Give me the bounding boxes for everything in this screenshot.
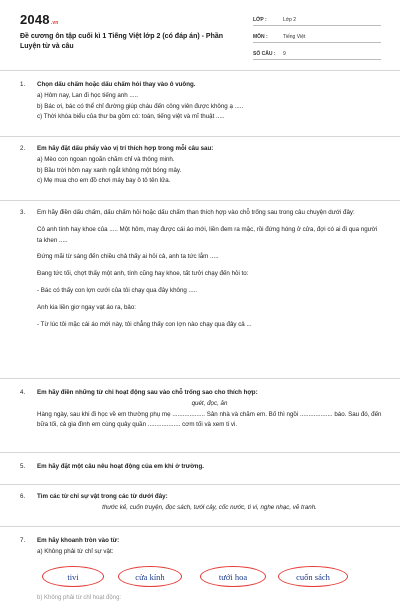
meta-row-count: SỐ CÂU : 9	[253, 48, 381, 60]
divider	[0, 452, 400, 453]
word-oval[interactable]: tưới hoa	[200, 566, 266, 587]
question-title: Chọn dấu chấm hoặc dấu chấm hỏi thay vào ô vuông.	[37, 81, 196, 88]
question-3: 3. Em hãy điền dấu chấm, dấu chấm hỏi hoặc dấu chấm than thích hợp vào chỗ trống sau trong câu chuyện dưới đây: Cô anh tính hay khoe của ..... Một hôm, may được cái áo mới, liền đem ra mặc, rồi đứng hóng ở cửa, đợi có ai đi qua người ta khen ..... Đứng mãi từ sáng đến chiều chả thấy ai hỏi cả, anh ta tức lắm ..... Đang tức tối, chợt thấy một anh, tính cũng hay khoe, tất tưởi chạy đến hỏi to: - Bác có thấy con lợn cưới của tôi chạy qua đây không ..... Anh kia liền giơ ngay vạt áo ra, bảo: - Từ lúc tôi mặc cái áo mới này, tôi chẳng thấy con lợn nào chạy qua đây cả ...	[20, 208, 382, 330]
story-paragraph: Đang tức tối, chợt thấy một anh, tính cũng hay khoe, tất tưởi chạy đến hỏi to:	[37, 270, 249, 278]
question-title: Tìm các từ chỉ sự vật trong các từ dưới đây:	[37, 493, 168, 500]
meta-table	[253, 14, 381, 65]
question-title: Em hãy khoanh tròn vào từ:	[37, 537, 120, 544]
question-7: 7. Em hãy khoanh tròn vào từ: a) Không phải từ chỉ sự vật:	[20, 536, 382, 558]
document-title: Đề cương ôn tập cuối kì 1 Tiếng Việt lớp 2 (có đáp án) - Phần Luyện từ và câu	[20, 33, 224, 50]
divider	[0, 200, 400, 201]
question-6: 6. Tìm các từ chỉ sự vật trong các từ dưới đây: thước kẻ, cuốn truyện, đọc sách, tưới cây, cốc nước, ti vi, nghe nhạc, vẽ tranh.	[20, 492, 382, 514]
question-title: Em hãy đặt một câu nêu hoạt động của em khi ở trường.	[37, 463, 204, 470]
story-paragraph: - Từ lúc tôi mặc cái áo mới này, tôi chẳng thấy con lợn nào chạy qua đây cả ...	[37, 320, 252, 328]
answer-line: a) Hôm nay, Lan đi học tiếng anh .....	[37, 91, 139, 99]
word-bank: quét, đọc, ăn	[191, 399, 228, 407]
answer-line: a) Mèo con ngoan ngoãn chăm chỉ và thông minh.	[37, 155, 175, 163]
question-title: Em hãy đặt dấu phẩy vào vị trí thích hợp trong mỗi câu sau:	[37, 145, 214, 152]
divider	[0, 378, 400, 379]
question-1: 1. Chọn dấu chấm hoặc dấu chấm hỏi thay vào ô vuông. a) Hôm nay, Lan đi học tiếng anh ..... b) Bác ơi, bác có thể chỉ đường giúp cháu đến công viên được không ạ ..... c) Thời khóa biểu của thư ba gồm có: toán, tiếng việt và mĩ thuật .....	[20, 80, 382, 123]
document-header	[20, 10, 382, 70]
answer-line: b) Bầu trời hôm nay xanh ngắt không một bóng mây.	[37, 166, 182, 174]
question-title: Em hãy điền dấu chấm, dấu chấm hỏi hoặc dấu chấm than thích hợp vào chỗ trống sau trong câu chuyện dưới đây:	[37, 209, 355, 216]
story-paragraph: Đứng mãi từ sáng đến chiều chả thấy ai hỏi cả, anh ta tức lắm .....	[37, 253, 219, 261]
divider	[0, 484, 400, 485]
question-2: 2. Em hãy đặt dấu phẩy vào vị trí thích hợp trong mỗi câu sau: a) Mèo con ngoan ngoãn chăm chỉ và thông minh. b) Bầu trời hôm nay xanh ngắt không một bóng mây. c) Mẹ mua cho em đồ chơi máy bay ô tô tên lửa.	[20, 144, 382, 187]
word-oval[interactable]: cuốn sách	[278, 566, 348, 587]
fill-in-paragraph: Hàng ngày, sau khi đi học về em thường phụ mẹ ................... Sân nhà và chăm em. Bố thì ngồi ................... báo. Sau đó, đến bữa tối, cả gia đình em cùng quây quần ................... cơm tối và xem ti vi.	[37, 410, 382, 429]
story-paragraph: Cô anh tính hay khoe của ..... Một hôm, may được cái áo mới, liền đem ra mặc, rồi đứng hóng ở cửa, đợi có ai đi qua người ta khen .....	[37, 225, 378, 244]
question-4: 4. Em hãy điền những từ chỉ hoạt động sau vào chỗ trống sao cho thích hợp: quét, đọc, ăn Hàng ngày, sau khi đi học về em thường phụ mẹ ................... Sân nhà và chăm em. Bố thì ngồi ................... báo. Sau đó, đến bữa tối, cả gia đình em cùng quây quần ................... cơm tối và xem ti vi.	[20, 388, 382, 431]
site-logo[interactable]: 2048.vn	[20, 12, 59, 27]
meta-row-class: LỚP : Lớp 2	[253, 14, 381, 26]
divider	[0, 526, 400, 527]
word-oval[interactable]: cửa kính	[118, 566, 182, 587]
answer-line: b) Bác ơi, bác có thể chỉ đường giúp cháu đến công viên được không ạ .....	[37, 102, 244, 110]
story-paragraph: - Bác có thấy con lợn cưới của tôi chạy qua đây không .....	[37, 286, 198, 294]
word-choices	[38, 566, 368, 592]
sub-question-cut: b) Không phải từ chỉ hoạt động:	[37, 595, 122, 601]
word-bank: thước kẻ, cuốn truyện, đọc sách, tưới cây, cốc nước, ti vi, nghe nhạc, vẽ tranh.	[102, 503, 317, 511]
answer-line: c) Mẹ mua cho em đồ chơi máy bay ô tô tên lửa.	[37, 177, 171, 185]
story-paragraph: Anh kia liền giơ ngay vạt áo ra, bảo:	[37, 303, 136, 311]
divider	[0, 70, 400, 71]
word-oval[interactable]: tivi	[42, 566, 104, 587]
answer-line: c) Thời khóa biểu của thư ba gồm có: toán, tiếng việt và mĩ thuật .....	[37, 113, 225, 121]
question-5: 5. Em hãy đặt một câu nêu hoạt động của em khi ở trường.	[20, 462, 382, 473]
divider	[0, 136, 400, 137]
sub-question: a) Không phải từ chỉ sự vật:	[37, 547, 114, 555]
question-title: Em hãy điền những từ chỉ hoạt động sau vào chỗ trống sao cho thích hợp:	[37, 389, 258, 396]
meta-row-subject: MÔN : Tiếng Việt	[253, 31, 381, 43]
